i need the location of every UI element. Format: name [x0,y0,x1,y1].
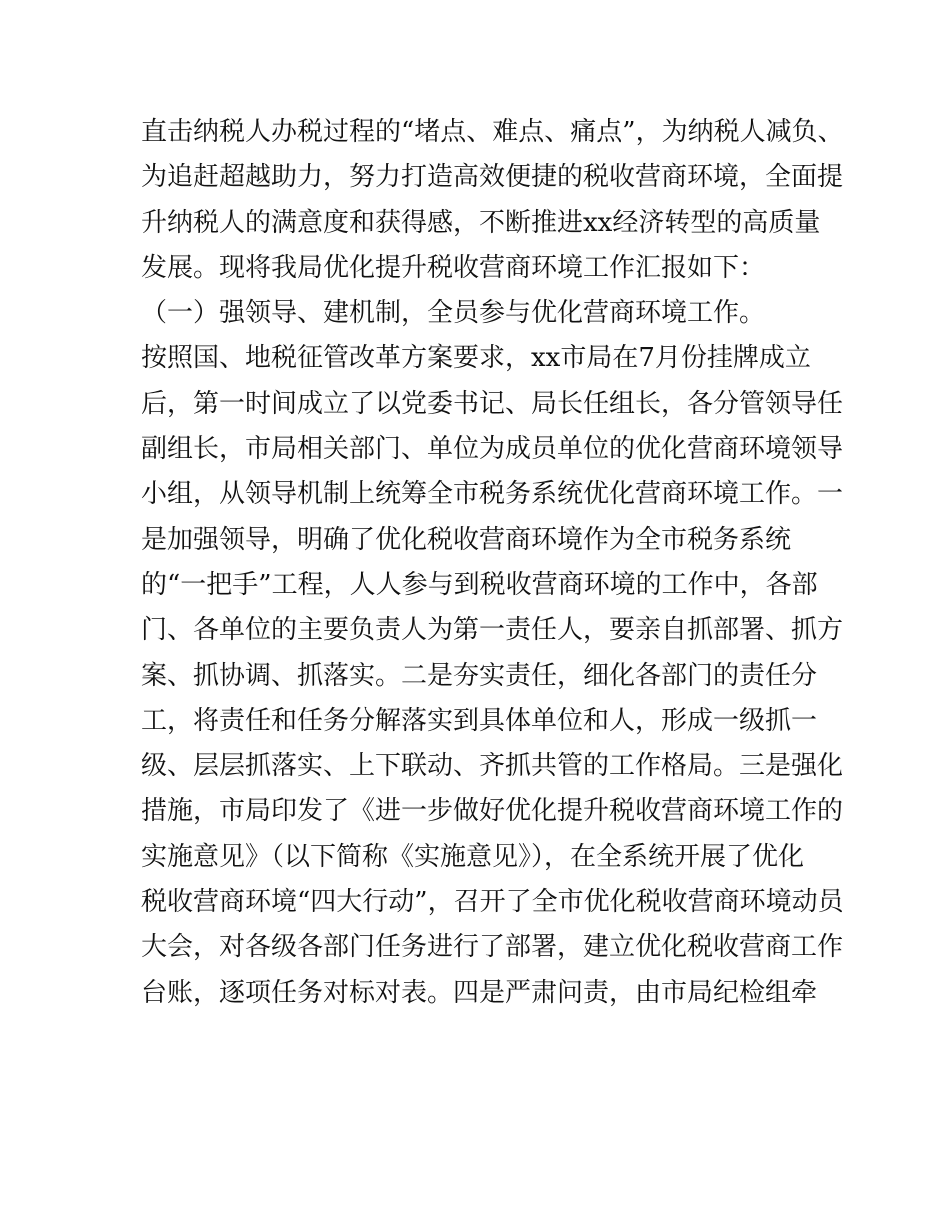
text-line: 为追赶超越助力，努力打造高效便捷的税收营商环境，全面提 [141,162,844,193]
text-line: 发展。现将我局优化提升税收营商环境工作汇报如下： [141,252,766,283]
text-line: 小组，从领导机制上统筹全市税务系统优化营商环境工作。一 [141,479,844,510]
text-line: 副组长，市局相关部门、单位为成员单位的优化营商环境领导 [141,434,844,465]
text-line: 税收营商环境“四大行动”，召开了全市优化税收营商环境动员 [141,887,844,918]
text-line: 后，第一时间成立了以党委书记、局长任组长，各分管领导任 [141,388,844,419]
text-line: 案、抓协调、抓落实。二是夯实责任，细化各部门的责任分 [141,660,818,691]
text-line: 措施，市局印发了《进一步做好优化提升税收营商环境工作的 [141,796,844,827]
section-heading: （一）强领导、建机制，全员参与优化营商环境工作。 [141,298,766,329]
text-line: 级、层层抓落实、上下联动、齐抓共管的工作格局。三是强化 [141,751,844,782]
text-line: 大会，对各级各部门任务进行了部署，建立优化税收营商工作 [141,932,844,963]
text-line: 工，将责任和任务分解落实到具体单位和人，形成一级抓一 [141,705,818,736]
text-line: 的“一把手”工程，人人参与到税收营商环境的工作中，各部 [141,569,818,600]
text-line: 实施意见》（以下简称《实施意见》），在全系统开展了优化 [141,841,805,872]
text-line: 升纳税人的满意度和获得感，不断推进xx经济转型的高质量 [141,207,821,238]
text-line: 门、各单位的主要负责人为第一责任人，要亲自抓部署、抓方 [141,615,844,646]
text-line: 按照国、地税征管改革方案要求，xx市局在7月份挂牌成立 [141,343,811,374]
text-line: 直击纳税人办税过程的“堵点、难点、痛点”，为纳税人减负、 [141,117,844,147]
body-text [141,110,844,1016]
text-line: 是加强领导，明确了优化税收营商环境作为全市税务系统 [141,524,792,555]
text-line: 台账，逐项任务对标对表。四是严肃问责，由市局纪检组牵 [141,977,818,1008]
